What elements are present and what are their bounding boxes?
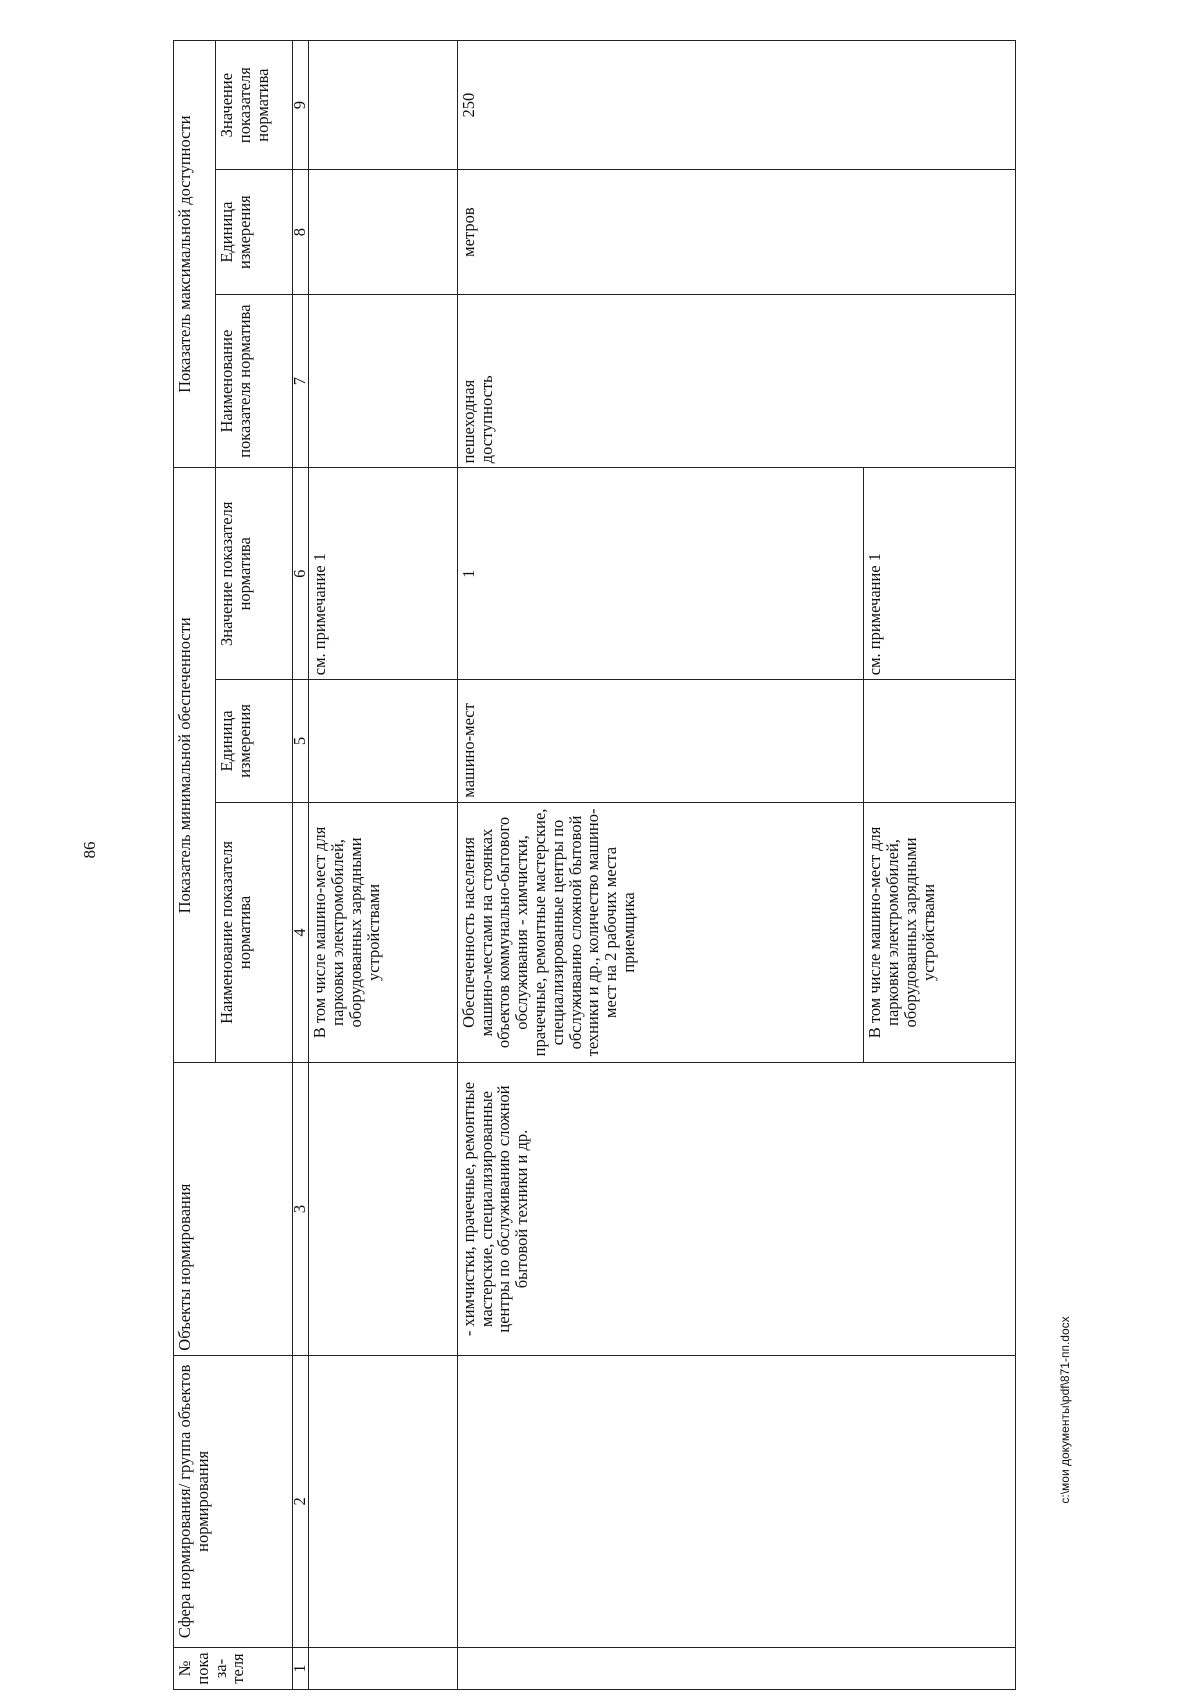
row1-min-unit bbox=[309, 680, 458, 802]
row2-max-value: 250 bbox=[457, 41, 1015, 170]
row2-min-unit: машино-мест bbox=[457, 680, 863, 802]
header-min-value: Значение показателя норматива bbox=[215, 468, 292, 680]
column-number: 8 bbox=[293, 170, 309, 295]
row2-max-unit: метров bbox=[457, 170, 1015, 295]
row1-max-name bbox=[309, 294, 458, 467]
row2-sphere bbox=[457, 1355, 1015, 1647]
table-row bbox=[457, 41, 863, 1690]
row2-max-name: пешеходная доступность bbox=[457, 294, 1015, 467]
row1-min-value: см. примечание 1 bbox=[309, 468, 458, 680]
header-sphere: Сфера нормирования/ группа объектов нормирования bbox=[174, 1355, 293, 1647]
standards-table bbox=[173, 40, 1016, 1690]
row2b-min-unit bbox=[864, 680, 1016, 802]
row2b-min-value: см. примечание 1 bbox=[864, 468, 1016, 680]
column-number: 5 bbox=[293, 680, 309, 802]
row2b-min-name: В том числе машино-мест для парковки электромобилей, оборудованных зарядными устройствами bbox=[864, 802, 1016, 1063]
header-max-name: Наименование показателя норматива bbox=[215, 294, 292, 467]
row1-sphere bbox=[309, 1355, 458, 1647]
column-number: 4 bbox=[293, 802, 309, 1063]
row2-min-value: 1 bbox=[457, 468, 863, 680]
column-number: 1 bbox=[293, 1648, 309, 1690]
row1-max-value bbox=[309, 41, 458, 170]
header-min-unit: Единица измерения bbox=[215, 680, 292, 802]
header-indicator-number: № показа-теля bbox=[174, 1648, 293, 1690]
row1-objects bbox=[309, 1063, 458, 1355]
row2-objects: - химчистки, прачечные, ремонтные мастерские, специализированные центры по обслуживанию сложной бытовой техники и др. bbox=[457, 1063, 1015, 1355]
rotated-table-sheet bbox=[173, 40, 1016, 1690]
header-min-provision: Показатель минимальной обеспеченности bbox=[174, 468, 216, 1063]
row1-min-name: В том числе машино-мест для парковки электромобилей, оборудованных зарядными устройствами bbox=[309, 802, 458, 1063]
column-number: 7 bbox=[293, 294, 309, 467]
row1-indicator-number bbox=[309, 1648, 458, 1690]
row2-indicator-number bbox=[457, 1648, 1015, 1690]
page-number: 86 bbox=[80, 841, 99, 859]
row1-max-unit bbox=[309, 170, 458, 295]
column-number: 2 bbox=[293, 1355, 309, 1647]
column-number: 9 bbox=[293, 41, 309, 170]
header-min-name: Наименование показателя норматива bbox=[215, 802, 292, 1063]
footer-file-path: c:\мои документы\pdf\871-пп.docx bbox=[1058, 1316, 1072, 1504]
row2-min-name: Обеспеченность населения машино-местами на стоянках объектов коммунально-бытового обслуживания - химчистки, прачечные, ремонтные мастерские, специализированные центры по обслуживанию сложной бытовой техники и др., количество машино-мест на 2 рабочих места приемщика bbox=[457, 802, 863, 1063]
header-objects: Объекты нормирования bbox=[174, 1063, 293, 1355]
column-number: 3 bbox=[293, 1063, 309, 1355]
column-number: 6 bbox=[293, 468, 309, 680]
header-max-unit: Единица измерения bbox=[215, 170, 292, 295]
header-max-accessibility: Показатель максимальной доступности bbox=[174, 41, 216, 468]
table-row bbox=[309, 41, 458, 1690]
header-max-value: Значение показателя норматива bbox=[215, 41, 292, 170]
